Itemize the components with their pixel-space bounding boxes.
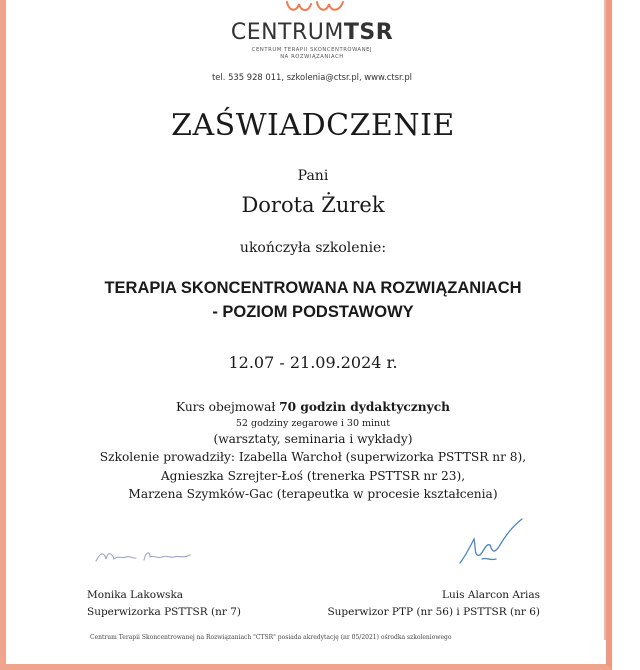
recipient-name: Dorota Żurek — [241, 193, 385, 217]
brand-bold: TSR — [343, 20, 394, 45]
course-title-line2: - POZIOM PODSTAWOWY — [212, 303, 414, 321]
signatory-right-name: Luis Alarcon Arias — [442, 589, 540, 601]
hours-bold: 70 godzin dydaktycznych — [279, 400, 450, 414]
course-title-line1: TERAPIA SKONCENTROWANA NA ROZWIĄZANIACH — [104, 279, 522, 297]
brand-subtitle — [230, 47, 394, 61]
signatory-right — [320, 587, 540, 621]
completed-text: ukończyła szkolenie: — [239, 240, 387, 256]
brand-logo — [222, 20, 402, 45]
course-title — [0, 276, 626, 324]
hours-prefix: Kurs obejmował — [176, 400, 280, 414]
signatory-left-role: Superwizorka PSTTSR (nr 7) — [87, 606, 241, 618]
hours-line — [0, 398, 626, 417]
trainers-line1: Szkolenie prowadziły: Izabella Warchoł (superwizorka PSTTSR nr 8), — [99, 450, 527, 464]
logo-swirl-icon — [283, 0, 353, 16]
right-signature — [452, 515, 532, 567]
course-details — [0, 398, 626, 504]
salutation: Pani — [297, 168, 329, 184]
contact-info: tel. 535 928 011, szkolenia@ctsr.pl, www.ctsr.pl — [212, 72, 412, 82]
accreditation-footer: Centrum Terapii Skoncentrowanej na Rozwiązaniach "CTSR" posiada akredytację (nr 05/2021) ośrodka szkoleniowego — [90, 634, 452, 641]
signatory-left — [87, 587, 241, 621]
certificate-title: ZAŚWIADCZENIE — [171, 108, 455, 143]
course-dates: 12.07 - 21.09.2024 r. — [228, 353, 398, 372]
brand-subtitle-line2: NA ROZWIĄZANIACH — [280, 54, 344, 60]
brand-subtitle-line1: CENTRUM TERAPII SKONCENTROWANEJ — [251, 47, 373, 53]
clock-hours: 52 godziny zegarowe i 30 minut — [235, 417, 391, 429]
trainers-line2: Agnieszka Szrejter-Łoś (trenerka PSTTSR nr 23), — [160, 468, 466, 483]
formats: (warsztaty, seminaria i wykłady) — [213, 431, 413, 446]
left-signature — [92, 545, 202, 567]
signatory-right-role: Superwizor PTP (nr 56) i PSTTSR (nr 6) — [327, 606, 540, 618]
signatory-left-name: Monika Lakowska — [87, 589, 184, 601]
trainers-line3: Marzena Szymków-Gac (terapeutka w procesie kształcenia) — [128, 487, 498, 501]
brand-light: CENTRUM — [230, 20, 344, 45]
